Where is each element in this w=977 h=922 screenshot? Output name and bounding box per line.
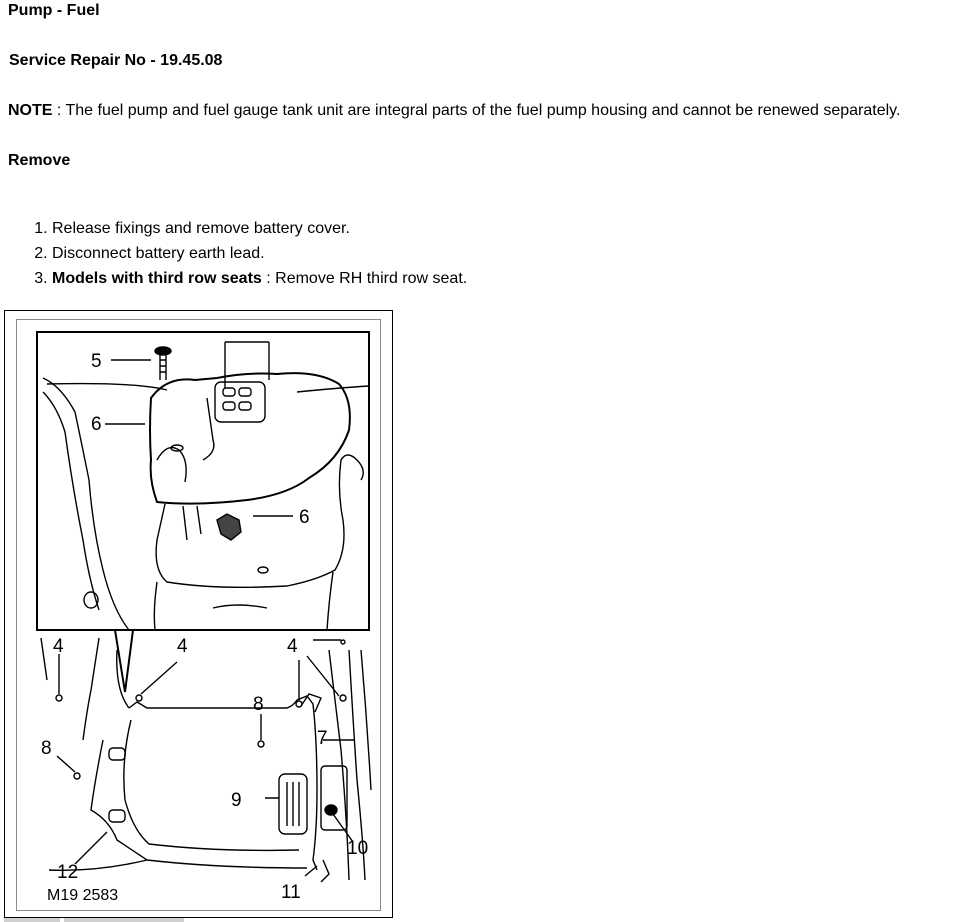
service-repair-number: Service Repair No - 19.45.08: [9, 52, 223, 69]
figure-reference: M19 2583: [47, 887, 119, 904]
callout-label: 7: [317, 728, 328, 749]
callout-labels: [17, 320, 380, 910]
callout-label: 12: [57, 862, 79, 883]
step-text: Disconnect battery earth lead.: [52, 245, 265, 262]
callout-label: 6: [91, 414, 102, 435]
callout-label: 8: [253, 694, 264, 715]
figure-frame: [4, 310, 393, 918]
callout-label: 5: [91, 351, 102, 372]
note-label: NOTE: [8, 102, 53, 119]
step-text: : Remove RH third row seat.: [261, 270, 468, 287]
note-paragraph: [8, 102, 900, 120]
step-item: [52, 269, 467, 294]
procedure-steps: [0, 219, 467, 294]
step-bold-text: Models with third row seats: [52, 270, 262, 287]
fuel-pump-illustration: [16, 319, 381, 911]
callout-label: 10: [347, 838, 369, 859]
step-item: [52, 219, 467, 244]
callout-label: 4: [177, 636, 188, 657]
step-item: [52, 244, 467, 269]
callout-label: 11: [281, 882, 301, 903]
callout-label: 8: [41, 738, 52, 759]
callout-label: 4: [287, 636, 298, 657]
callout-label: 6: [299, 507, 310, 528]
bottom-edge-strip: [4, 918, 60, 922]
page-title: Pump - Fuel: [8, 2, 100, 19]
bottom-edge-strip: [64, 918, 184, 922]
note-text: : The fuel pump and fuel gauge tank unit are integral parts of the fuel pump housing and cannot be renewed separately.: [52, 102, 901, 119]
callout-label: 4: [53, 636, 64, 657]
step-text: Release fixings and remove battery cover.: [52, 220, 350, 237]
callout-label: 9: [231, 790, 242, 811]
section-heading-remove: Remove: [8, 152, 71, 169]
